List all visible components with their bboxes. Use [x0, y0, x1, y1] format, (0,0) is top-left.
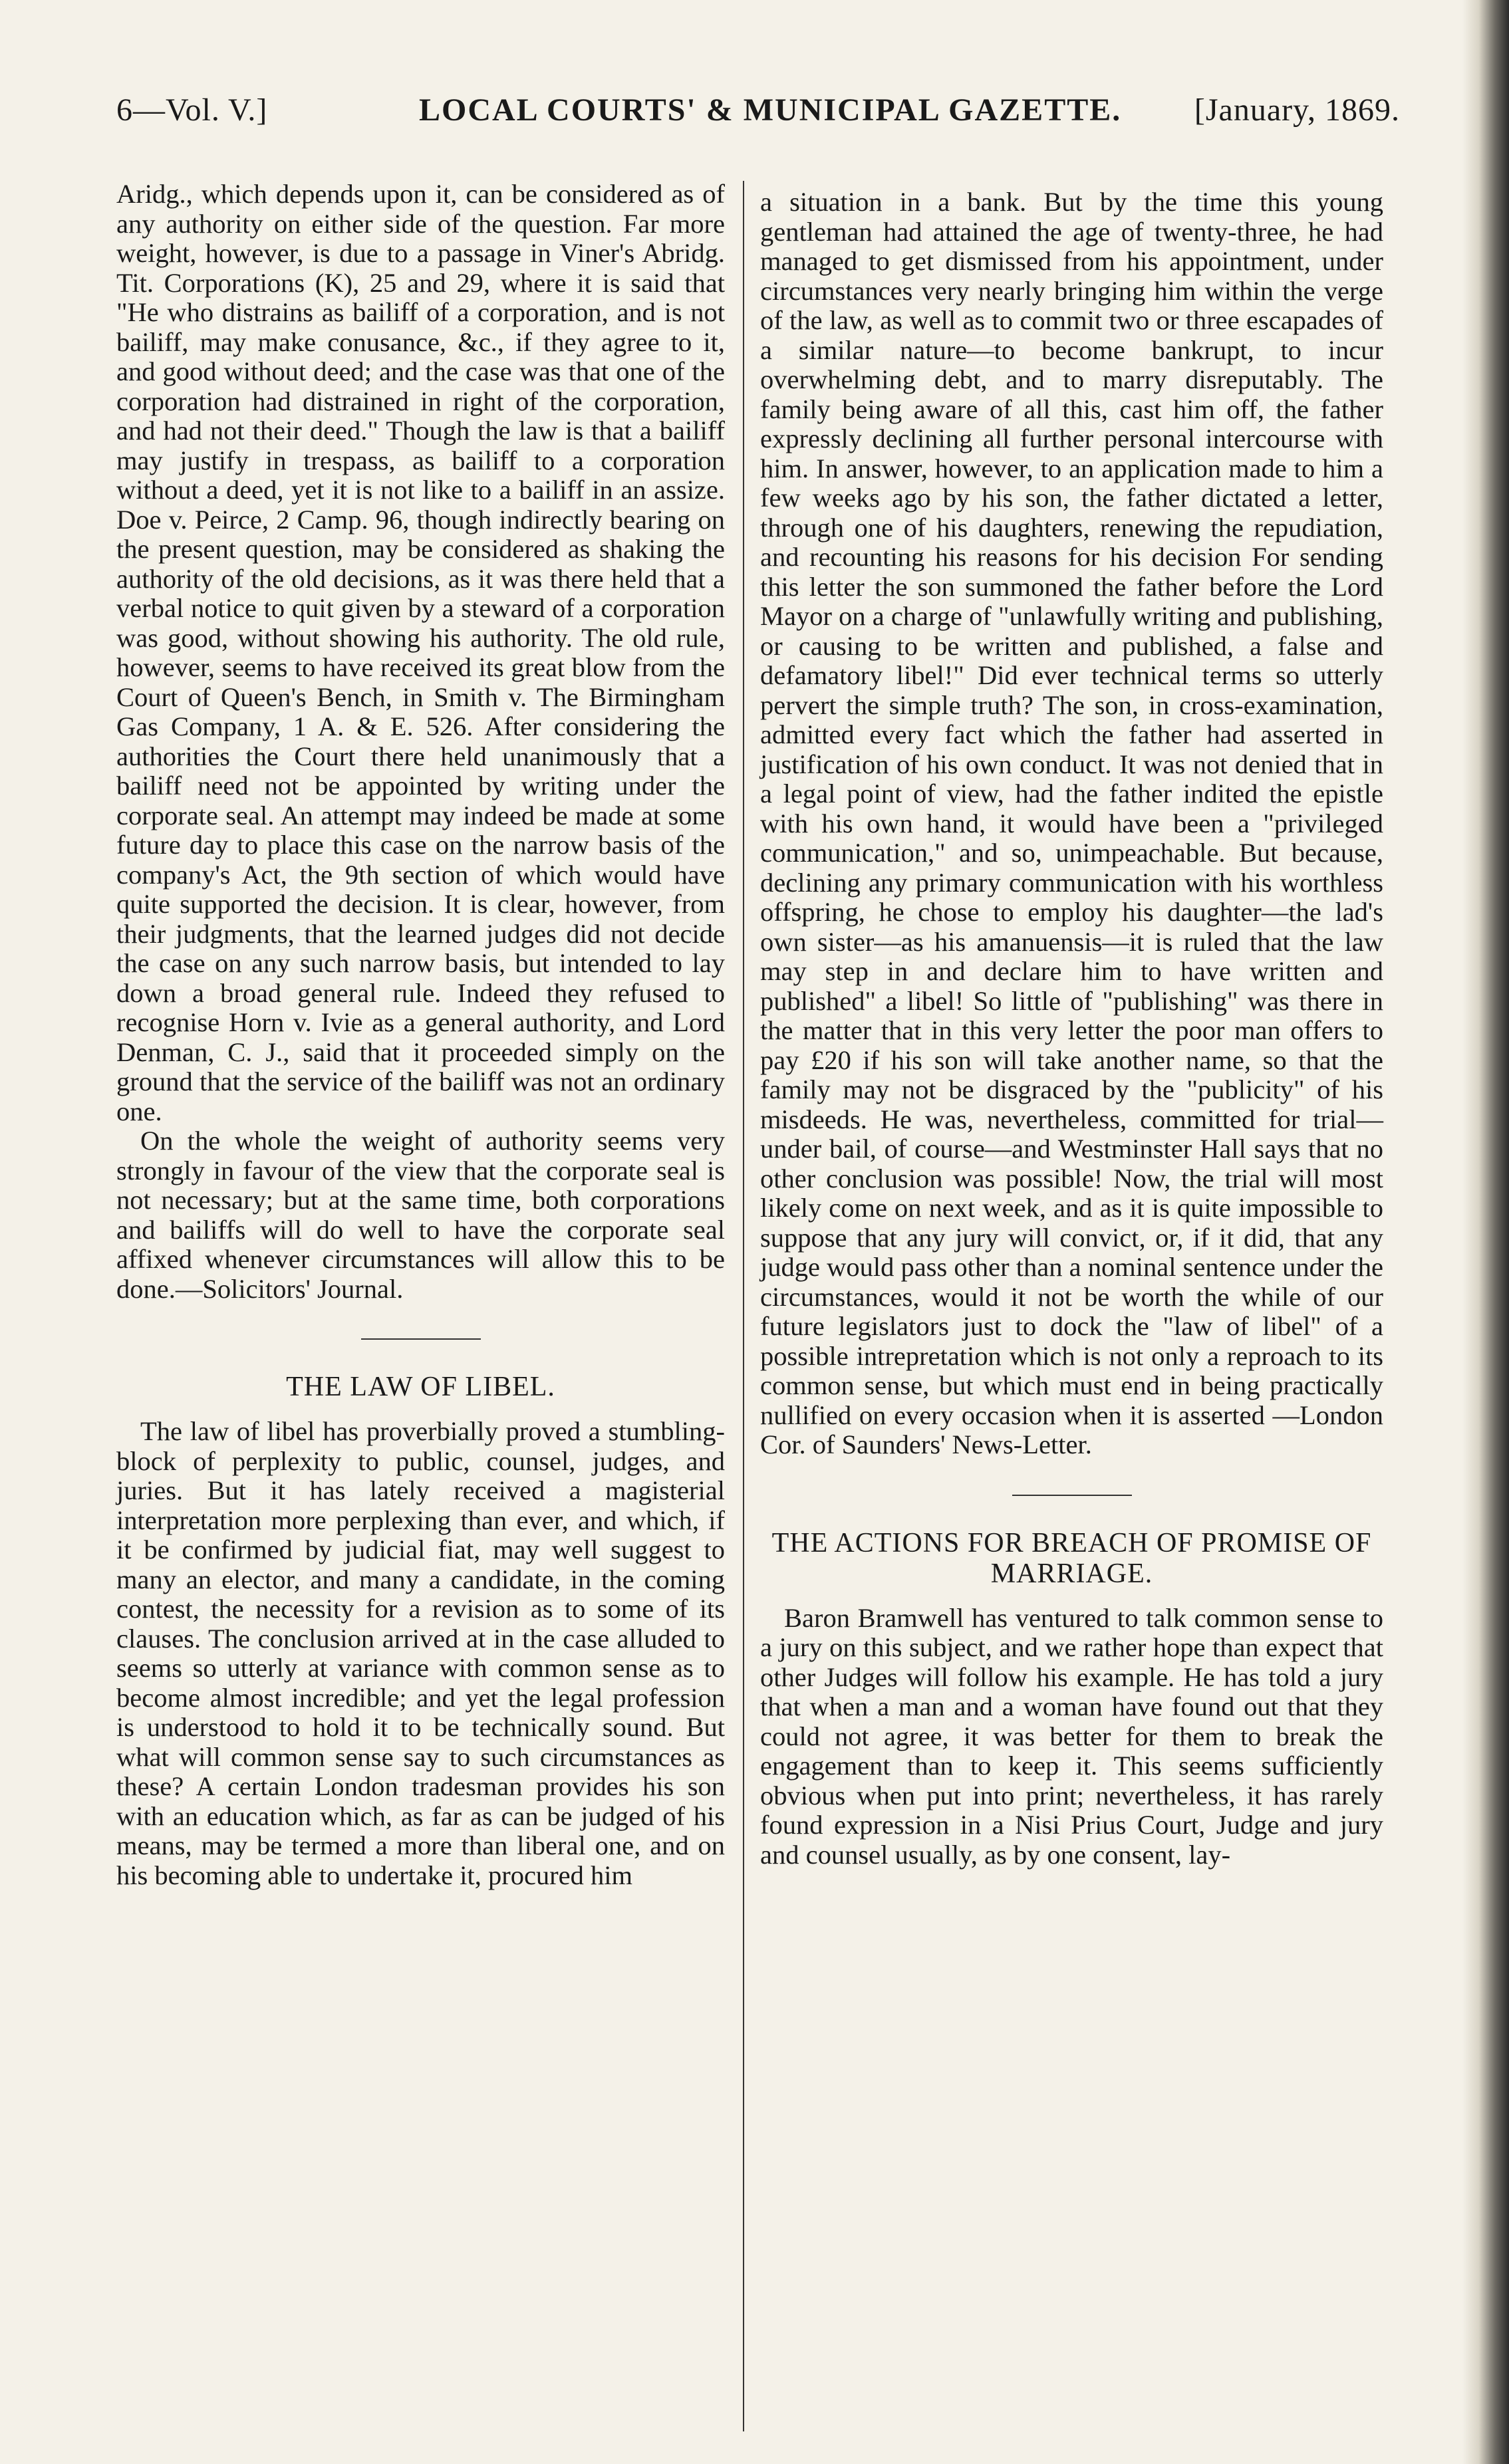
heading-law-of-libel: THE LAW OF LIBEL.: [286, 1372, 555, 1402]
corporate-seal-paragraph: Aridg., which depends upon it, can be considered as of any authority on either side of the question. Far more weight, however, is due to a passage in Viner's Abridg. Tit. Corporations (K), 25 and 29, where it is said that "He who distrains as bailiff of a corporation, and is not bailiff, may make conusance, &c., if they agree to it, and good without deed; and the case was that one of the corporation had distrained in right of the corporation, and had not their deed." Though the law is that a bailiff may justify in trespass, as bailiff to a corporation without a deed, yet it is not like to a bailiff in an assize. Doe v. Peirce, 2 Camp. 96, though indirectly bearing on the present question, may be considered as shaking the authority of the old decisions, as it was there held that a verbal notice to quit given by a steward of a corporation was good, without showing his authority. The old rule, however, seems to have received its great blow from the Court of Queen's Bench, in Smith v. The Birmingham Gas Company, 1 A. & E. 526. After considering the authorities the Court there held unanimously that a bailiff need not be appointed by writing under the corporate seal. An attempt may indeed be made at some future day to place this case on the narrow basis of the company's Act, the 9th section of which would have quite supported the decision. It is clear, however, from their judgments, that the learned judges did not decide the case on any such narrow basis, but intended to lay down a broad general rule. Indeed they refused to recognise Horn v. Ivie as a general authority, and Lord Denman, C. J., said that it proceeded simply on the ground that the service of the bailiff was not an ordinary one.: [116, 179, 725, 1126]
breach-of-promise-paragraph: Baron Bramwell has ventured to talk common sense to a jury on this subject, and we rather hope than expect that other Judges will follow his example. He has told a jury that when a man and a woman have found out that they could not agree, it was better for them to break the engagement than to keep it. This seems sufficiently obvious when put into print; nevertheless, it has rarely found expression in a Nisi Prius Court, Judge and jury and counsel usually, as by one consent, lay-: [760, 1602, 1383, 1870]
heading-breach-of-promise: THE ACTIONS FOR BREACH OF PROMISE OF MARRIAGE.: [771, 1527, 1372, 1589]
section-rule-2: [1012, 1495, 1132, 1496]
publication-title: LOCAL COURTS' & MUNICIPAL GAZETTE.: [419, 92, 1122, 128]
libel-paragraph: The law of libel has proverbially proved a stumbling-block of perplexity to public, counsel, judges, and juries. But it has lately received a magisterial interpretation more perplexing than ever, and which, if it be confirmed by judicial fiat, may well suggest to many an elector, and many a candidate, in the coming contest, the necessity for a revision as to some of its clauses. The conclusion arrived at in the case alluded to seems so utterly at variance with common sense as to become almost incredible; and yet the legal profession is understood to hold it to be technically sound. But what will common sense say to such circumstances as these? A certain London tradesman provides his son with an education which, as far as can be judged of his means, may be termed a more than liberal one, and on his becoming able to undertake it, procured him: [116, 1416, 725, 1890]
page-edge-shadow: [1462, 0, 1509, 2464]
libel-continuation: a situation in a bank. But by the time this young gentleman had attained the age of twenty-three, he had managed to get dismissed from his appointment, under circumstances very nearly bringing him within the verge of the law, as well as to commit two or three escapades of a similar nature—to become bankrupt, to incur overwhelming debt, and to marry disreputably. The family being aware of all this, cast him off, the father expressly declining all further personal intercourse with him. In answer, however, to an application made to him a few weeks ago by his son, the father dictated a letter, through one of his daughters, renewing the repudiation, and recounting his reasons for his decision For sending this letter the son summoned the father before the Lord Mayor on a charge of "unlawfully writing and publishing, or causing to be written and published, a false and defamatory libel!" Did ever technical terms so utterly pervert the simple truth? The son, in cross-examination, admitted every fact which the father had asserted in justification of his own conduct. It was not denied that in a legal point of view, had the father indited the epistle with his own hand, it would have been a "privileged communication," and so, unimpeachable. But because, declining any primary communication with his worthless offspring, he chose to employ his daughter—the lad's own sister—as his amanuensis—it is ruled that the law may step in and declare him to have written and published" a libel! So little of "publishing" was there in the matter that in this very letter the poor man offers to pay £20 if his son will take another name, so that the family may not be disgraced by the "publicity" of his misdeeds. He was, nevertheless, committed for trial—under bail, of course—and Westminster Hall says that no other conclusion was possible! Now, the trial will most likely come on next week, and as it is quite impossible to suppose that any jury will convict, or, if it did, that any judge would pass other than a nominal sentence under the circumstances, would it not be worth the while of our future legislators just to dock the "law of libel" of a possible intrepretation which is not only a reproach to its common sense, but which must end in being practically nullified on every occasion when it is asserted —London Cor. of Saunders' News-Letter.: [760, 187, 1383, 1459]
running-header: [116, 92, 1400, 138]
right-column: [760, 187, 1383, 1870]
issue-date: [January, 1869.: [1194, 92, 1400, 128]
left-column: [116, 180, 725, 1890]
column-divider: [743, 181, 744, 2431]
corporate-seal-conclusion: On the whole the weight of authority seems very strongly in favour of the view that the corporate seal is not necessary; but at the same time, both corporations and bailiffs will do well to have the corporate seal affixed whenever circumstances will allow this to be done.—Solicitors' Journal.: [116, 1126, 725, 1304]
folio: 6—Vol. V.]: [116, 92, 268, 128]
section-rule: [361, 1338, 481, 1340]
